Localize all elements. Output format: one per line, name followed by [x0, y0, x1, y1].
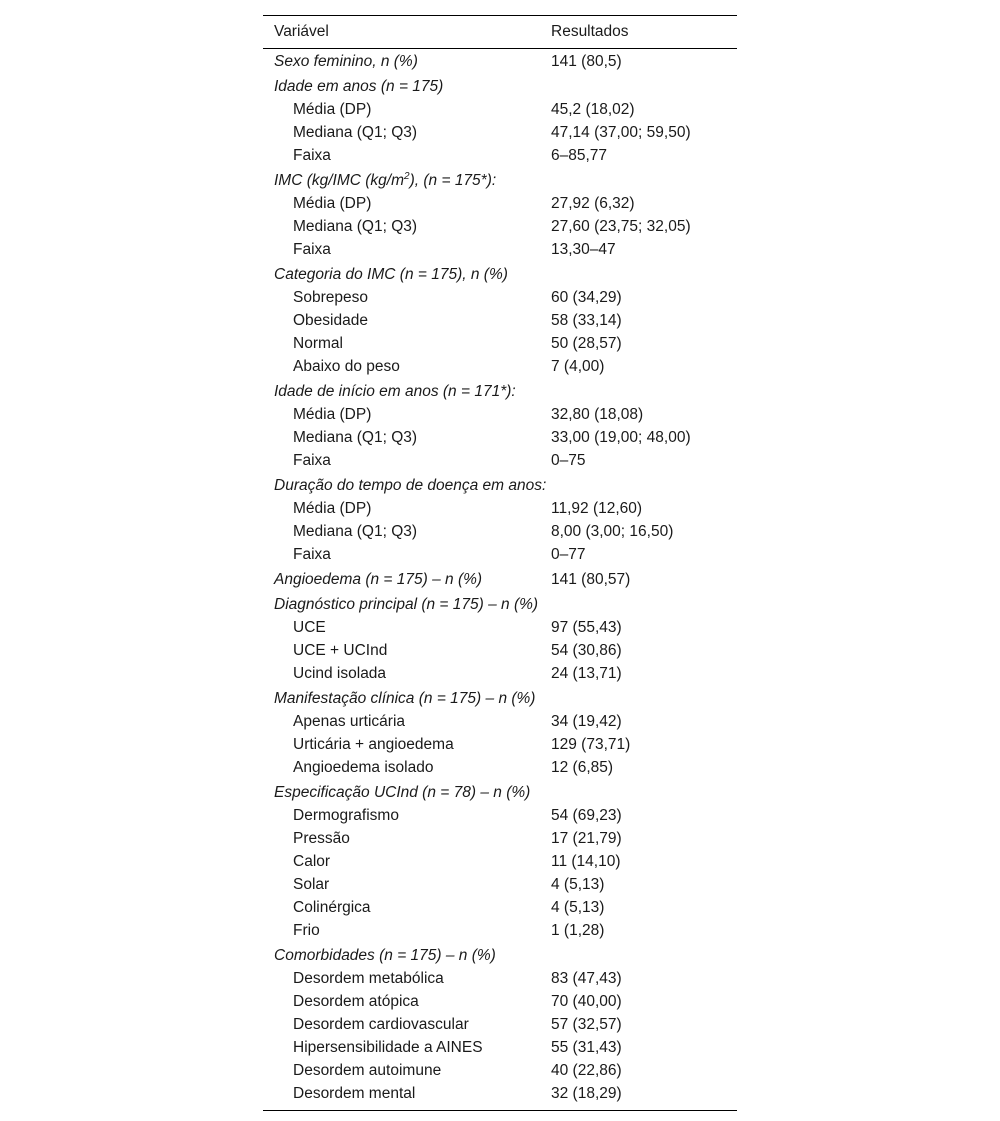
table-row — [263, 332, 737, 355]
table-row — [263, 1036, 737, 1059]
table-row — [263, 990, 737, 1013]
row-label: Comorbidades (n = 175) – n (%) — [274, 946, 496, 964]
row-label: Mediana (Q1; Q3) — [293, 217, 418, 235]
row-label: Faixa — [293, 240, 331, 258]
row-value: 129 (73,71) — [551, 735, 631, 753]
header-variable: Variável — [274, 23, 329, 40]
row-value: 50 (28,57) — [551, 334, 622, 352]
row-value: 70 (40,00) — [551, 992, 622, 1010]
table-body — [263, 50, 737, 1105]
header-results: Resultados — [551, 23, 629, 40]
row-label: Angioedema isolado — [293, 758, 434, 776]
table-section-row — [263, 50, 737, 73]
table-row — [263, 1082, 737, 1105]
table-row — [263, 192, 737, 215]
table-row — [263, 1059, 737, 1082]
row-value: 141 (80,5) — [551, 52, 622, 70]
row-label: Desordem mental — [293, 1084, 416, 1102]
table-section-row — [263, 380, 737, 403]
row-label: Mediana (Q1; Q3) — [293, 522, 418, 540]
row-value: 27,60 (23,75; 32,05) — [551, 217, 691, 235]
row-value: 60 (34,29) — [551, 288, 622, 306]
table-row — [263, 967, 737, 990]
row-value: 0–75 — [551, 451, 586, 469]
row-value: 1 (1,28) — [551, 921, 605, 939]
row-label: Angioedema (n = 175) – n (%) — [274, 570, 483, 588]
table-row — [263, 804, 737, 827]
row-label: Hipersensibilidade a AINES — [293, 1038, 483, 1056]
table-row — [263, 919, 737, 942]
row-label: Desordem cardiovascular — [293, 1015, 469, 1033]
row-value: 13,30–47 — [551, 240, 616, 258]
row-value: 4 (5,13) — [551, 898, 605, 916]
row-label: Obesidade — [293, 311, 368, 329]
row-value: 57 (32,57) — [551, 1015, 622, 1033]
row-value: 45,2 (18,02) — [551, 100, 635, 118]
row-label: Mediana (Q1; Q3) — [293, 123, 418, 141]
row-value: 97 (55,43) — [551, 618, 622, 636]
row-label: Especificação UCInd (n = 78) – n (%) — [274, 783, 531, 801]
row-value: 32,80 (18,08) — [551, 405, 644, 423]
row-label: Sobrepeso — [293, 288, 368, 306]
row-label: UCE — [293, 618, 326, 636]
table-section-row — [263, 75, 737, 98]
table-row — [263, 873, 737, 896]
row-label: Urticária + angioedema — [293, 735, 454, 753]
table-row — [263, 98, 737, 121]
row-label: Média (DP) — [293, 194, 372, 212]
row-label: Desordem atópica — [293, 992, 419, 1010]
row-label: Manifestação clínica (n = 175) – n (%) — [274, 689, 536, 707]
table-section-row — [263, 687, 737, 710]
table-row — [263, 215, 737, 238]
table-row — [263, 449, 737, 472]
row-label: Sexo feminino, n (%) — [274, 52, 418, 70]
table-row — [263, 426, 737, 449]
table-row — [263, 497, 737, 520]
table-section-row — [263, 263, 737, 286]
row-value: 32 (18,29) — [551, 1084, 622, 1102]
table-row — [263, 121, 737, 144]
row-value: 6–85,77 — [551, 146, 608, 164]
row-value: 4 (5,13) — [551, 875, 605, 893]
row-value: 40 (22,86) — [551, 1061, 622, 1079]
table-row — [263, 403, 737, 426]
row-label: Faixa — [293, 545, 331, 563]
row-label: Calor — [293, 852, 331, 870]
row-label: Solar — [293, 875, 330, 893]
table-row — [263, 850, 737, 873]
table-row — [263, 543, 737, 566]
row-value: 141 (80,57) — [551, 570, 631, 588]
row-label-superscript: 2 — [404, 170, 410, 182]
row-label: Média (DP) — [293, 405, 372, 423]
table-row — [263, 756, 737, 779]
row-value: 58 (33,14) — [551, 311, 622, 329]
row-label: UCE + UCInd — [293, 641, 388, 659]
row-label: Apenas urticária — [293, 712, 406, 730]
table-section-row — [263, 169, 737, 192]
row-label: Faixa — [293, 146, 331, 164]
table-section-row — [263, 593, 737, 616]
table-row — [263, 355, 737, 378]
row-label: Pressão — [293, 829, 350, 847]
row-value: 34 (19,42) — [551, 712, 622, 730]
table-header-row — [263, 16, 737, 48]
row-label: Média (DP) — [293, 100, 372, 118]
row-label-text-after: ), (n = 175*): — [409, 171, 497, 189]
row-label: Colinérgica — [293, 898, 371, 916]
table-section-row — [263, 781, 737, 804]
row-label: Categoria do IMC (n = 175), n (%) — [274, 265, 508, 283]
row-label: Ucind isolada — [293, 664, 387, 682]
table-row — [263, 520, 737, 543]
row-value: 54 (30,86) — [551, 641, 622, 659]
row-value: 7 (4,00) — [551, 357, 605, 375]
row-label: Diagnóstico principal (n = 175) – n (%) — [274, 595, 539, 613]
table-row — [263, 1013, 737, 1036]
row-label: Idade em anos (n = 175) — [274, 77, 444, 95]
row-label: Duração do tempo de doença em anos: — [274, 476, 547, 494]
table-header-rule — [263, 48, 737, 49]
row-value: 8,00 (3,00; 16,50) — [551, 522, 674, 540]
table-row — [263, 896, 737, 919]
table-section-row — [263, 568, 737, 591]
table-row — [263, 144, 737, 167]
row-value: 17 (21,79) — [551, 829, 622, 847]
row-label: Média (DP) — [293, 499, 372, 517]
row-label: Desordem autoimune — [293, 1061, 442, 1079]
row-label: Desordem metabólica — [293, 969, 444, 987]
row-value: 55 (31,43) — [551, 1038, 622, 1056]
table-row — [263, 662, 737, 685]
row-label: Dermografismo — [293, 806, 399, 824]
row-value: 11 (14,10) — [551, 852, 621, 870]
table-bottom-rule — [263, 1110, 737, 1111]
row-label: Faixa — [293, 451, 331, 469]
row-label: Mediana (Q1; Q3) — [293, 428, 418, 446]
data-table — [263, 15, 737, 1111]
table-row — [263, 710, 737, 733]
table-section-row — [263, 474, 737, 497]
row-label — [263, 172, 551, 190]
row-value: 83 (47,43) — [551, 969, 622, 987]
row-value: 0–77 — [551, 545, 586, 563]
row-value: 11,92 (12,60) — [551, 499, 643, 517]
table-row — [263, 616, 737, 639]
table-row — [263, 733, 737, 756]
row-value: 27,92 (6,32) — [551, 194, 635, 212]
row-value: 24 (13,71) — [551, 664, 622, 682]
row-label: Abaixo do peso — [293, 357, 400, 375]
table-section-row — [263, 944, 737, 967]
row-label: Idade de início em anos (n = 171*): — [274, 382, 516, 400]
row-value: 12 (6,85) — [551, 758, 614, 776]
row-label: Normal — [293, 334, 343, 352]
row-value: 47,14 (37,00; 59,50) — [551, 123, 691, 141]
row-value: 54 (69,23) — [551, 806, 622, 824]
row-value: 33,00 (19,00; 48,00) — [551, 428, 691, 446]
row-label: Frio — [293, 921, 320, 939]
table-row — [263, 286, 737, 309]
table-row — [263, 238, 737, 261]
row-label-text: IMC (kg/IMC (kg/m — [274, 171, 405, 189]
table-row — [263, 309, 737, 332]
table-row — [263, 827, 737, 850]
table-row — [263, 639, 737, 662]
